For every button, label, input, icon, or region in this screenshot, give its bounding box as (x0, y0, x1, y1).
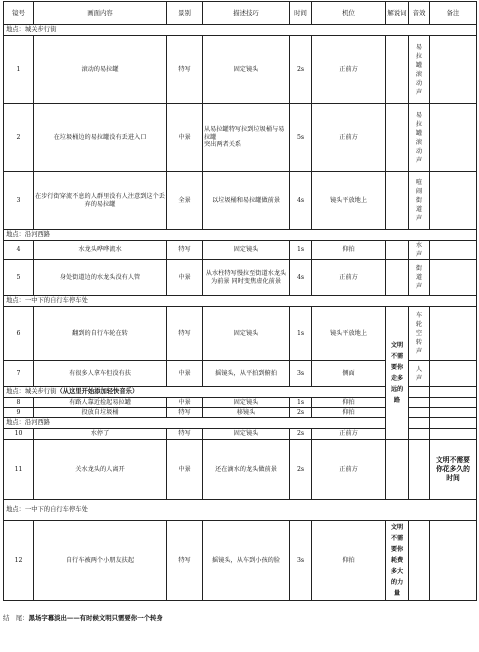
remark-cell (430, 172, 477, 230)
header-cell: 机位 (312, 2, 386, 25)
table-row (4, 36, 477, 104)
ending-label: 结 尾： (3, 614, 29, 622)
location-row: 地点：沿河西路 (4, 230, 477, 241)
narration-cell (386, 172, 409, 230)
shot-technique: 摇镜头，从车到小孩的脸 (203, 521, 290, 601)
storyboard-sheet (0, 1, 479, 652)
shot-number: 9 (4, 408, 34, 418)
shot-content: 有很多人拿车但没有扶 (34, 361, 167, 387)
header-cell: 画面内容 (34, 2, 167, 25)
shot-size: 中景 (167, 398, 203, 408)
ending-text: 黑场字幕淡出——有时候文明只需要你一个转身 (28, 614, 163, 622)
camera-position: 仰拍 (312, 398, 386, 408)
shot-duration: 2s (290, 429, 312, 440)
shot-size: 全景 (167, 172, 203, 230)
shot-technique: 移镜头 (203, 408, 290, 418)
camera-position: 正前方 (312, 429, 386, 440)
table-row (4, 172, 477, 230)
shot-number: 6 (4, 307, 34, 361)
narration-cell (386, 241, 409, 260)
camera-position: 仰拍 (312, 521, 386, 601)
shot-content: 身处街道边的水龙头没有人管 (34, 260, 167, 296)
sfx-cell: 水声 (409, 241, 430, 260)
narration-cell (386, 440, 409, 500)
shot-number: 12 (4, 521, 34, 601)
sfx-cell (409, 429, 430, 440)
remark-cell (430, 241, 477, 260)
remark-cell (430, 408, 477, 418)
shot-duration: 2s (290, 408, 312, 418)
shot-number: 1 (4, 36, 34, 104)
location-row: 地点：一中下的自行车停车处 (4, 296, 477, 307)
shot-technique: 固定镜头 (203, 398, 290, 408)
ending-note (3, 613, 163, 622)
shot-number: 5 (4, 260, 34, 296)
location-row: 地点：沿河西路 (4, 418, 477, 429)
shot-content: 在垃圾桶边的易拉罐没有丢进入口 (34, 104, 167, 172)
header-cell: 解说词 (386, 2, 409, 25)
sfx-cell: 人声 (409, 361, 430, 387)
shot-size: 特写 (167, 36, 203, 104)
shot-size: 中景 (167, 260, 203, 296)
sfx-cell (409, 408, 430, 418)
shot-size: 特写 (167, 408, 203, 418)
shot-technique: 固定镜头 (203, 36, 290, 104)
sfx-cell: 易拉罐滚动声 (409, 104, 430, 172)
camera-position: 镜头平放地上 (312, 172, 386, 230)
shot-technique: 还在滴水的龙头做前景 (203, 440, 290, 500)
shot-size: 中景 (167, 361, 203, 387)
remark-cell (430, 429, 477, 440)
shot-content: 关水龙头的人离开 (34, 440, 167, 500)
table-row (4, 104, 477, 172)
shot-content: 翻到的自行车轮在转 (34, 307, 167, 361)
narration-cell (386, 260, 409, 296)
location-row: 地点：一中下的自行车停车处 (4, 500, 477, 521)
shot-size: 特写 (167, 429, 203, 440)
header-cell: 音效 (409, 2, 430, 25)
sfx-cell: 喧闹街道声 (409, 172, 430, 230)
camera-position: 镜头平放地上 (312, 307, 386, 361)
table-row (4, 521, 477, 601)
shot-size: 特写 (167, 521, 203, 601)
shot-content: 投放自垃圾桶 (34, 408, 167, 418)
shot-content: 在步行街穿流不息的人群里没有人注意到这个丢弃的易拉罐 (34, 172, 167, 230)
table-row (4, 241, 477, 260)
shot-size: 特写 (167, 307, 203, 361)
remark-cell (430, 260, 477, 296)
shot-size: 中景 (167, 104, 203, 172)
camera-position: 仰拍 (312, 408, 386, 418)
sfx-cell (409, 398, 430, 408)
sfx-cell: 车轮空转声 (409, 307, 430, 361)
shot-technique: 固定镜头 (203, 307, 290, 361)
shot-duration: 4s (290, 172, 312, 230)
table-row (4, 307, 477, 361)
sfx-cell: 街道声 (409, 260, 430, 296)
storyboard-table (3, 1, 477, 601)
shot-content: 水停了 (34, 429, 167, 440)
sfx-cell: 易拉罐滚动声 (409, 36, 430, 104)
shot-number: 10 (4, 429, 34, 440)
remark-cell (430, 104, 477, 172)
narration-cell (386, 36, 409, 104)
shot-number: 11 (4, 440, 34, 500)
camera-position: 侧面 (312, 361, 386, 387)
camera-position: 正前方 (312, 104, 386, 172)
sfx-cell (409, 521, 430, 601)
header-cell: 时间 (290, 2, 312, 25)
shot-content: 有路人靠近捡起易拉罐 (34, 398, 167, 408)
location-label: 地点：城关步行街 (6, 388, 57, 396)
shot-duration: 1s (290, 398, 312, 408)
shot-duration: 3s (290, 361, 312, 387)
shot-content: 水龙头哗哗流水 (34, 241, 167, 260)
shot-size: 中景 (167, 440, 203, 500)
shot-duration: 3s (290, 521, 312, 601)
music-note: （从这里开始添加轻快音乐） (56, 388, 139, 396)
shot-technique: 从水柱特写慢拉至街道水龙头为前景 同时变焦虚化前景 (203, 260, 290, 296)
shot-technique: 以垃圾桶和易拉罐做前景 (203, 172, 290, 230)
header-cell: 描述技巧 (203, 2, 290, 25)
narration-cell: 文明不需要你耗费多大的力量 (386, 521, 409, 601)
header-cell: 景别 (167, 2, 203, 25)
shot-size: 特写 (167, 241, 203, 260)
camera-position: 仰拍 (312, 241, 386, 260)
shot-duration: 2s (290, 440, 312, 500)
camera-position: 正前方 (312, 36, 386, 104)
shot-number: 7 (4, 361, 34, 387)
shot-duration: 2s (290, 36, 312, 104)
shot-technique: 从易拉罐特写拉到垃圾桶与易拉罐 突出两者关系 (203, 104, 290, 172)
remark-cell (430, 307, 477, 361)
shot-duration: 1s (290, 241, 312, 260)
shot-technique: 摇镜头，从平拍到俯拍 (203, 361, 290, 387)
remark-cell (430, 361, 477, 387)
shot-number: 8 (4, 398, 34, 408)
shot-number: 2 (4, 104, 34, 172)
narration-cell: 文明不需要你走多远的路 (386, 307, 409, 440)
remark-cell (430, 521, 477, 601)
shot-number: 3 (4, 172, 34, 230)
remark-cell (430, 398, 477, 408)
camera-position: 正前方 (312, 260, 386, 296)
narration-cell (386, 104, 409, 172)
shot-duration: 4s (290, 260, 312, 296)
remark-cell: 文明不需要你花多久的时间 (430, 440, 477, 500)
sfx-cell (409, 440, 430, 500)
shot-content: 自行车被两个小朋友扶起 (34, 521, 167, 601)
header-cell: 镜号 (4, 2, 34, 25)
camera-position: 正前方 (312, 440, 386, 500)
table-row (4, 440, 477, 500)
shot-duration: 5s (290, 104, 312, 172)
header-row (4, 2, 477, 25)
table-row (4, 260, 477, 296)
shot-content: 滚动的易拉罐 (34, 36, 167, 104)
remark-cell (430, 36, 477, 104)
shot-technique: 固定镜头 (203, 241, 290, 260)
header-cell: 备注 (430, 2, 477, 25)
shot-number: 4 (4, 241, 34, 260)
shot-technique: 固定镜头 (203, 429, 290, 440)
shot-duration: 1s (290, 307, 312, 361)
location-row: 地点：城关步行街 (4, 25, 477, 36)
